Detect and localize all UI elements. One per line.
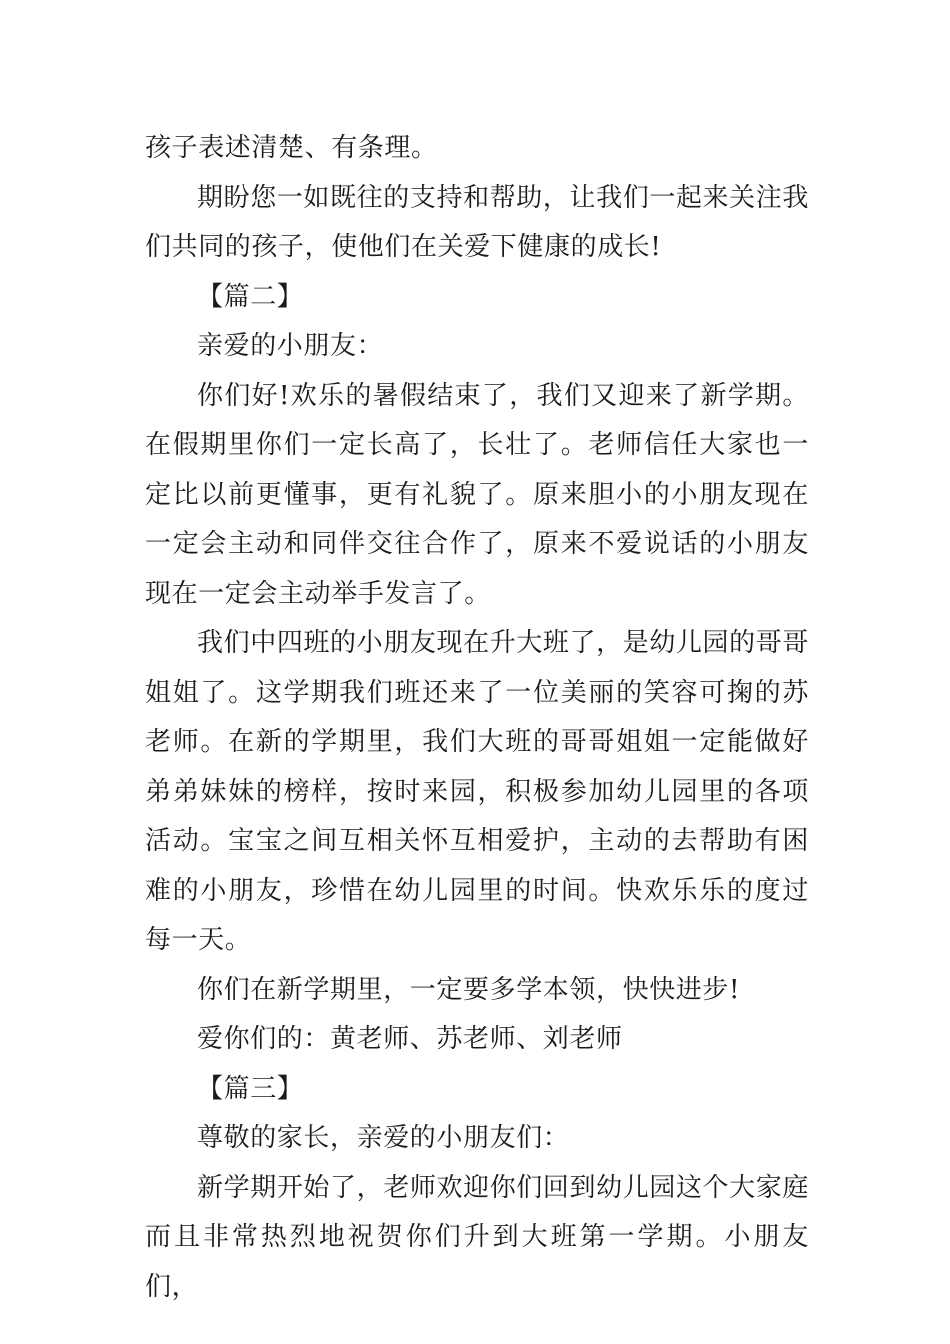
paragraph-greeting-parents: 尊敬的家长，亲爱的小朋友们：	[197, 1123, 570, 1153]
document-body	[145, 124, 809, 1312]
paragraph-signature: 爱你们的：黄老师、苏老师、刘老师	[197, 1024, 623, 1054]
paragraph-continuation: 孩子表述清楚、有条理。	[145, 133, 438, 163]
paragraph-encouragement: 你们在新学期里，一定要多学本领，快快进步!	[197, 974, 741, 1005]
paragraph-welcome-back: 你们好!欢乐的暑假结束了，我们又迎来了新学期。在假期里你们一定长高了，长壮了。老师信任大家也一定比以前更懂事，更有礼貌了。原来胆小的小朋友现在一定会主动和同伴交往合作了，原来不爱说话的小朋友现在一定会主动举手发言了。	[145, 380, 809, 609]
paragraph-closing-wish: 期盼您一如既往的支持和帮助，让我们一起来关注我们共同的孩子，使他们在关爱下健康的成长!	[145, 182, 809, 262]
section-heading-3: 【篇三】	[197, 1073, 304, 1104]
paragraph-class-intro: 我们中四班的小朋友现在升大班了，是幼儿园的哥哥姐姐了。这学期我们班还来了一位美丽的笑容可掬的苏老师。在新的学期里，我们大班的哥哥姐姐一定能做好弟弟妹妹的榜样，按时来园，积极参加幼儿园里的各项活动。宝宝之间互相关怀互相爱护，主动的去帮助有困难的小朋友，珍惜在幼儿园里的时间。快欢乐乐的度过每一天。	[145, 628, 809, 955]
paragraph-new-semester: 新学期开始了，老师欢迎你们回到幼儿园这个大家庭而且非常热烈地祝贺你们升到大班第一学期。小朋友们，	[145, 1172, 809, 1302]
section-heading-2: 【篇二】	[197, 281, 304, 312]
paragraph-greeting-children: 亲爱的小朋友：	[197, 331, 384, 361]
